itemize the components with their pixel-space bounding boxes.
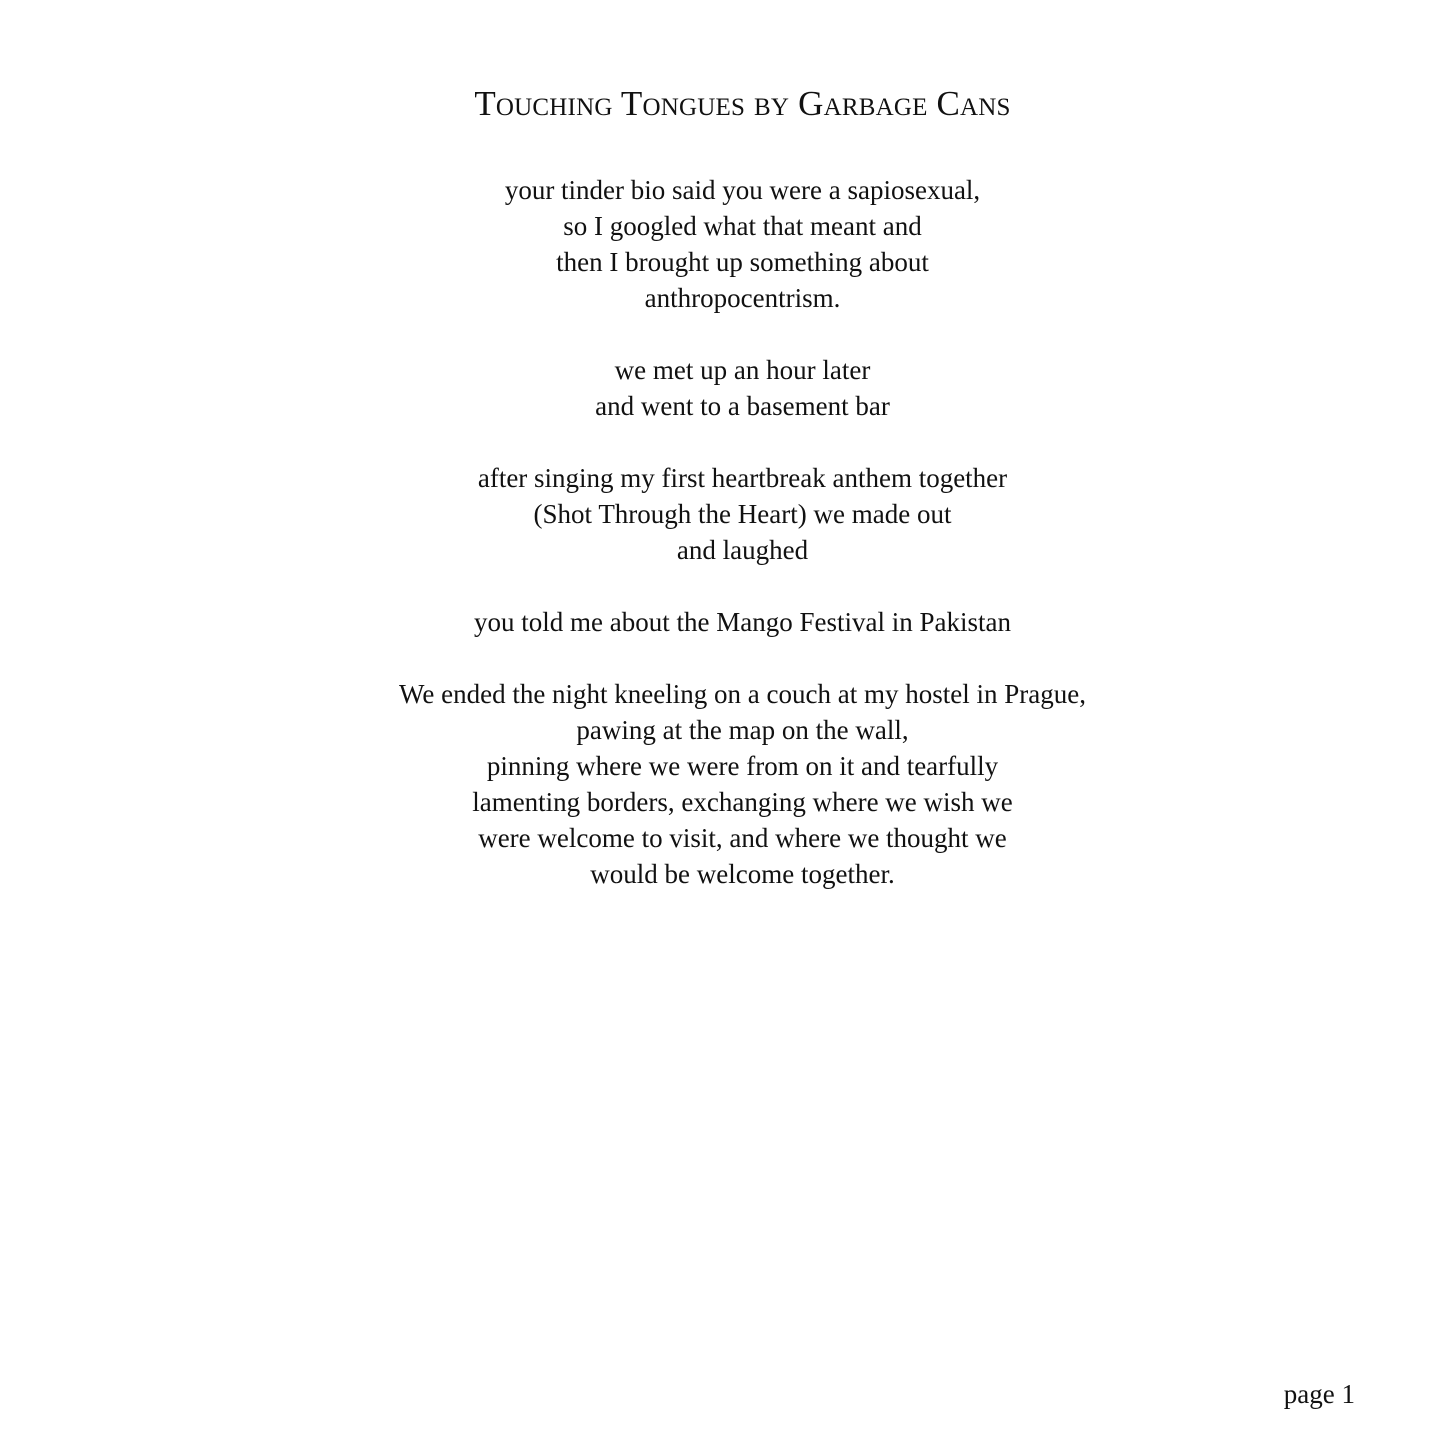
poem-line: so I googled what that meant and xyxy=(563,211,922,241)
stanza xyxy=(0,460,1445,568)
poem-line: pinning where we were from on it and tearfully xyxy=(486,751,999,781)
poem-line: your tinder bio said you were a sapiosexual, xyxy=(504,175,981,205)
poem-line: lamenting borders, exchanging where we wish we xyxy=(472,787,1013,817)
poem-line: we met up an hour later xyxy=(614,355,871,385)
poem-line: anthropocentrism. xyxy=(644,283,841,313)
poem-line: you told me about the Mango Festival in Pakistan xyxy=(474,607,1011,637)
poem-line: We ended the night kneeling on a couch at my hostel in Prague, xyxy=(399,679,1086,709)
poem-body xyxy=(0,172,1445,928)
poem-title: Touching Tongues by Garbage Cans xyxy=(474,84,1011,123)
poem-line: and laughed xyxy=(676,535,809,565)
poem-line: (Shot Through the Heart) we made out xyxy=(533,499,952,529)
stanza xyxy=(0,352,1445,424)
poem-line: would be welcome together. xyxy=(590,859,895,889)
stanza xyxy=(0,676,1445,892)
poem-line: and went to a basement bar xyxy=(595,391,890,421)
stanza xyxy=(0,172,1445,316)
poem-line: pawing at the map on the wall, xyxy=(576,715,909,745)
poem-line: then I brought up something about xyxy=(556,247,929,277)
page-number: page 1 xyxy=(1283,1379,1355,1409)
poem-line: were welcome to visit, and where we thought we xyxy=(478,823,1007,853)
stanza xyxy=(0,604,1445,640)
poem-line: after singing my first heartbreak anthem together xyxy=(477,463,1008,493)
